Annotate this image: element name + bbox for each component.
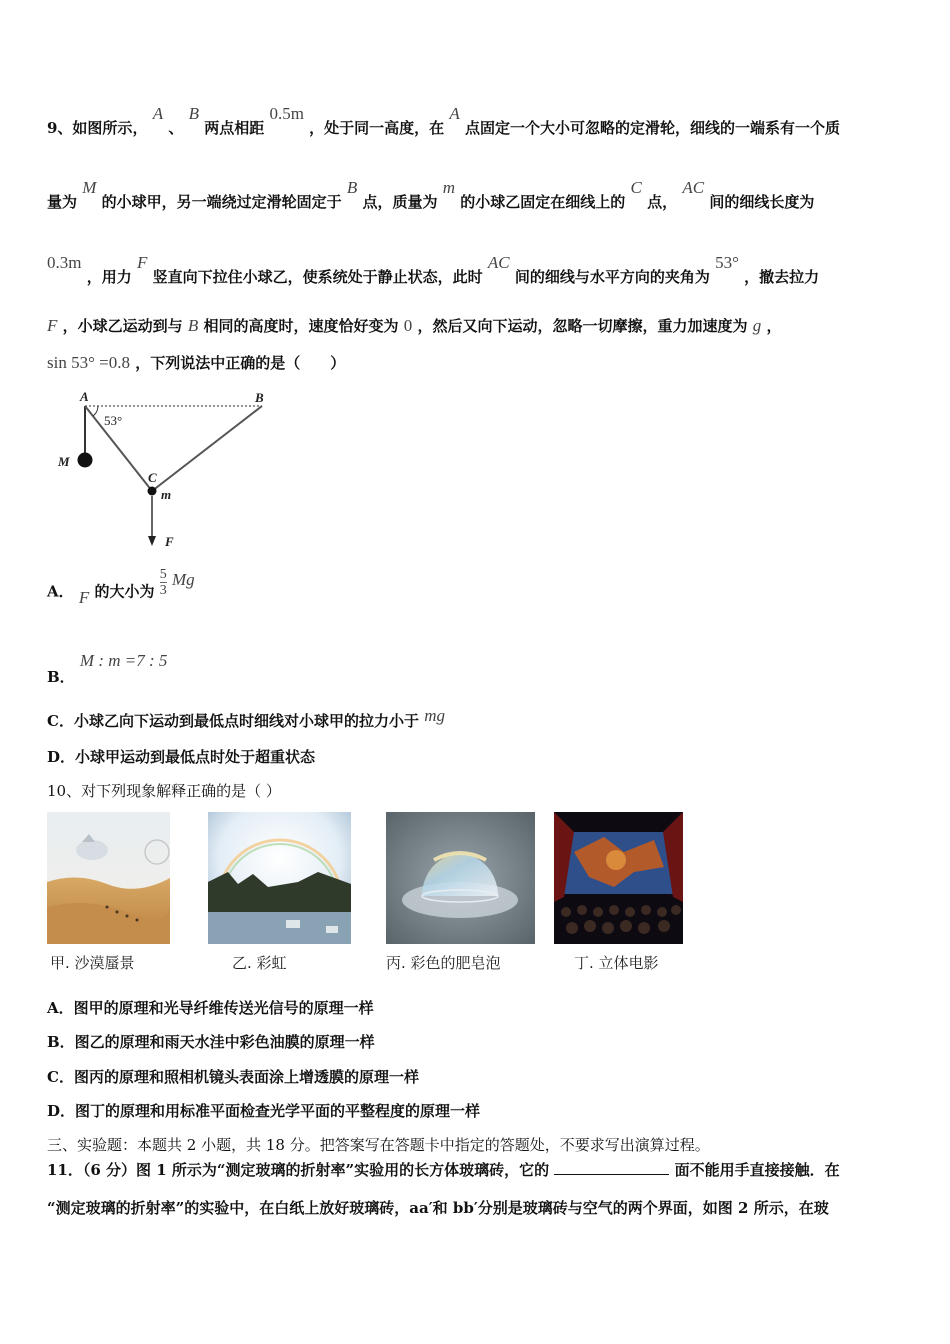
label-M: M — [58, 454, 70, 469]
desert-mirage-image — [47, 812, 170, 944]
math-distance: 0.5m — [269, 104, 304, 123]
q11-text: 11．（6 分）图 1 所示为“测定玻璃的折射率”实验用的长方体玻璃砖，它的 — [47, 1161, 550, 1179]
rainbow-image — [208, 812, 351, 944]
caption-3d-movie: 丁. 立体电影 — [574, 954, 659, 972]
option-text: C．小球乙向下运动到最低点时细线对小球甲的拉力小于 — [47, 712, 419, 730]
math-m: m — [442, 178, 456, 197]
q10-option-b — [47, 1031, 375, 1052]
q9-option-d — [47, 746, 315, 767]
q11-text: 面不能用手直接接触．在 — [674, 1161, 840, 1179]
q10-text: 10、对下列现象解释正确的是（ ） — [47, 782, 281, 800]
math-AC: AC — [682, 178, 705, 197]
math-B: B — [188, 104, 199, 123]
option-text: 的大小为 — [94, 582, 155, 601]
q10-stem — [47, 780, 281, 801]
q9-text: 的小球乙固定在细线上的 — [460, 193, 626, 211]
soap-bubble-image — [386, 812, 535, 944]
q9-text: 间的细线长度为 — [709, 193, 815, 211]
q11-line-1 — [47, 1159, 840, 1180]
label-A: A — [80, 389, 89, 404]
ball-m — [148, 487, 157, 496]
fraction-numerator: 5 — [159, 567, 167, 582]
photo-3d-movie — [554, 812, 683, 944]
angle-arc — [93, 406, 98, 416]
q9-line-1 — [47, 104, 841, 138]
3d-movie-image — [554, 812, 683, 944]
q9-text: 间的细线与水平方向的夹角为 — [514, 268, 710, 286]
q9-text: ， — [766, 317, 782, 335]
force-arrow-head — [148, 536, 156, 546]
math-B: B — [346, 178, 358, 197]
q9-text: ，用力 — [86, 268, 132, 286]
math-A: A — [152, 104, 164, 123]
caption-desert-mirage: 甲. 沙漠蜃景 — [50, 954, 135, 972]
option-text: D．图丁的原理和用标准平面检查光学平面的平整程度的原理一样 — [47, 1102, 481, 1120]
q9-line-2 — [47, 178, 815, 212]
label-C: C — [148, 470, 157, 485]
q10-option-d — [47, 1100, 480, 1121]
math-sin53: sin 53° =0.8 — [47, 353, 130, 372]
q11-line-2 — [47, 1197, 829, 1218]
math-M: M — [82, 178, 97, 197]
option-text: C．图丙的原理和照相机镜头表面涂上增透膜的原理一样 — [47, 1068, 419, 1086]
option-text: B．图乙的原理和雨天水洼中彩色油膜的原理一样 — [47, 1033, 375, 1051]
math-F: F — [47, 316, 58, 335]
math-mg: mg — [424, 706, 445, 725]
math-A: A — [449, 104, 460, 123]
label-angle: 53° — [104, 413, 123, 428]
string-C-to-B — [152, 406, 262, 491]
math-angle: 53° — [715, 253, 739, 272]
q9-line-3 — [47, 253, 820, 287]
q9-text: ，然后又向下运动，忽略一切摩擦，重力加速度为 — [417, 317, 748, 335]
option-label: B． — [47, 668, 75, 686]
q9-line-4 — [47, 315, 781, 336]
q10-option-c — [47, 1066, 419, 1087]
q9-text: ，小球乙运动到与 — [62, 317, 183, 335]
caption-soap-bubble: 丙. 彩色的肥皂泡 — [386, 954, 501, 972]
answer-blank[interactable] — [554, 1160, 669, 1175]
q9-text: 两点相距 — [204, 119, 265, 137]
math-C: C — [630, 178, 642, 197]
math-ratio: M : m =7 : 5 — [79, 651, 168, 670]
q9-text: 点固定一个大小可忽略的定滑轮，细线的一端系有一个质 — [465, 119, 841, 137]
q9-line-5 — [47, 352, 345, 373]
option-label: A． — [47, 582, 74, 601]
q9-text: 竖直向下拉住小球乙，使系统处于静止状态，此时 — [152, 268, 483, 286]
label-F: F — [165, 534, 174, 549]
pulley-diagram — [50, 388, 280, 553]
math-length: 0.3m — [47, 253, 82, 272]
q9-text: 相同的高度时，速度恰好变为 — [203, 317, 399, 335]
math-AC: AC — [487, 253, 510, 272]
math-Mg: Mg — [171, 569, 195, 589]
photo-desert-mirage — [47, 812, 170, 944]
label-m: m — [161, 487, 172, 502]
q11-text: “测定玻璃的折射率”的实验中，在白纸上放好玻璃砖，aa′和 bb′分别是玻璃砖与空气的两个界面，如图 2 所示，在玻 — [47, 1199, 829, 1217]
q9-option-a — [47, 567, 195, 608]
label-B: B — [255, 390, 264, 405]
math-F: F — [78, 587, 90, 607]
q9-text: ，处于同一高度，在 — [309, 119, 445, 137]
q9-text: 点， — [647, 193, 678, 211]
option-text: D．小球甲运动到最低点时处于超重状态 — [47, 748, 316, 766]
photo-rainbow — [208, 812, 351, 944]
option-text: A．图甲的原理和光导纤维传送光信号的原理一样 — [47, 999, 374, 1017]
fraction-denominator: 3 — [159, 583, 167, 598]
q10-option-a — [47, 997, 374, 1018]
math-g: g — [752, 316, 762, 335]
caption-rainbow: 乙. 彩虹 — [232, 954, 287, 972]
q9-option-b — [47, 650, 168, 686]
math-B: B — [187, 316, 199, 335]
section-3-heading — [47, 1134, 710, 1155]
ball-M — [78, 453, 93, 468]
math-zero: 0 — [403, 316, 413, 335]
section-heading-text: 三、实验题：本题共 2 小题，共 18 分。把答案写在答题卡中指定的答题处，不要求写出演算过程。 — [47, 1136, 710, 1154]
q9-text: 点，质量为 — [362, 193, 438, 211]
q9-text: 量为 — [47, 193, 78, 211]
math-F: F — [136, 253, 148, 272]
q9-text: 的小球甲，另一端绕过定滑轮固定于 — [101, 193, 342, 211]
q9-text: ，撤去拉力 — [744, 268, 820, 286]
q9-text: 9、如图所示， — [47, 119, 148, 137]
q9-text: ，下列说法中正确的是（ ） — [135, 354, 346, 372]
q9-option-c — [47, 706, 445, 731]
q9-text: 、 — [168, 119, 184, 137]
photo-soap-bubble — [386, 812, 535, 944]
fraction-5-3 — [160, 567, 167, 598]
